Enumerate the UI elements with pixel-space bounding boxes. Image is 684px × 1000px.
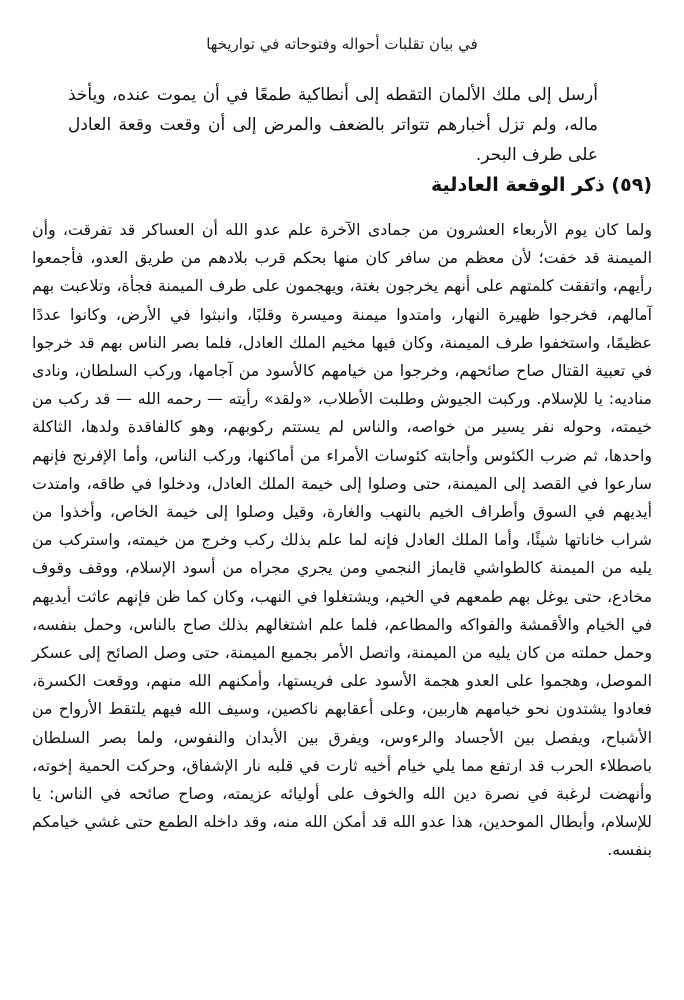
section-heading: (٥٩) ذكر الوقعة العادلية — [431, 174, 652, 196]
section-body-paragraph: ولما كان يوم الأربعاء العشرون من جمادى الآخرة علم عدو الله أن العساكر قد تفرقت، وأن الميمنة قد خفت؛ لأن معظم من سافر كان منها بحكم قرب بلادهم من طريق العدو، فأجمعوا رأيهم، واتفقت كلمتهم على أنهم يخرجون بغتة، ويهجمون على طرف الميمنة فجأة، وتلاعبت بهم آمالهم، فخرجوا ظهيرة النهار، وامتدوا ميمنة وميسرة وقلبًا، وانبثوا في الأرض، وكانوا عددًا عظيمًا، واستخفوا طرف الميمنة، وكان فيها مخيم الملك العادل، فلما بصر الناس بهم قد خرجوا في تعبية القتال صاح صائحهم، وخرجوا من خيامهم كالأسود من آجامها، وركب السلطان، ونادى مناديه: يا للإسلام. وركبت الجيوش وطلبت الأطلاب، «ولقد» رأيته — رحمه الله — قد ركب من خيمته، وحوله نفر يسير من خواصه، والناس لم يستتم ركوبهم، وهو كالفاقدة ولدها، الثاكلة واحدها، ثم ضرب الكئوس وأجابته كئوسات الأمراء من أماكنها، وركب الناس، وأما الإفرنج فإنهم سارعوا في القصد إلى الميمنة، حتى وصلوا إلى خيمة الملك العادل، ودخلوا في طاقه، وامتدت أيديهم في السوق وأطراف الخيم بالنهب والغارة، وقيل وصلوا إلى خيمة الخاص، وأخذوا من شراب خاناتها شيئًا، وأما الملك العادل فإنه لما علم بذلك ركب وخرج من خيمته، واستركب من يليه من الميمنة كالطواشي قايماز النجمي ومن يجري مجراه من أسود الإسلام، ووقف وقوف مخادع، حتى يوغل بهم طمعهم في الخيم، ويشتغلوا في النهب، وكان كما ظن فإنهم عاثت أيديهم في الخيام والأقمشة والفواكه والمطاعم، فلما علم اشتغالهم بذلك صاح بالناس، وحمل بنفسه، وحمل حملته من كان يليه من الميمنة، واتصل الأمر بجميع الميمنة، حتى وصل الصائح إلى عسكر الموصل، وهجموا على العدو هجمة الأسود على فريستها، وأمكنهم الله منهم، ووقعت الكسرة، فعادوا يشتدون نحو خيامهم هاربين، وعلى أعقابهم ناكصين، وسيف الله فيهم يلتقط الأرواح من الأشباح، ويفصل بين الأجساد والرءوس، ويفرق بين الأبدان والنفوس، ولما بصر السلطان باصطلاء الحرب قد ارتفع مما يلي خيام أخيه ثارت في قلبه نار الإشفاق، وحركت الحمية إخوته، وأنهضت لرغبة في نصرة دين الله والخوف على أوليائه عزيمته، وصاح صائحه في الناس: يا للإسلام، وأبطال الموحدين، هذا عدو الله قد أمكن الله منه، وقد داخله الطمع حتى غشي خيامكم بنفسه. — [32, 220, 652, 860]
intro-paragraph: أرسل إلى ملك الألمان التقطه إلى أنطاكية طمعًا في أن يموت عنده، ويأخذ ماله، ولم تزل أخبارهم تتواتر بالضعف والمرض إلى أن وقعت وقعة العادل على طرف البحر. — [68, 85, 598, 165]
running-header: في بيان تقلبات أحواله وفتوحاته في تواريخها — [206, 35, 478, 53]
